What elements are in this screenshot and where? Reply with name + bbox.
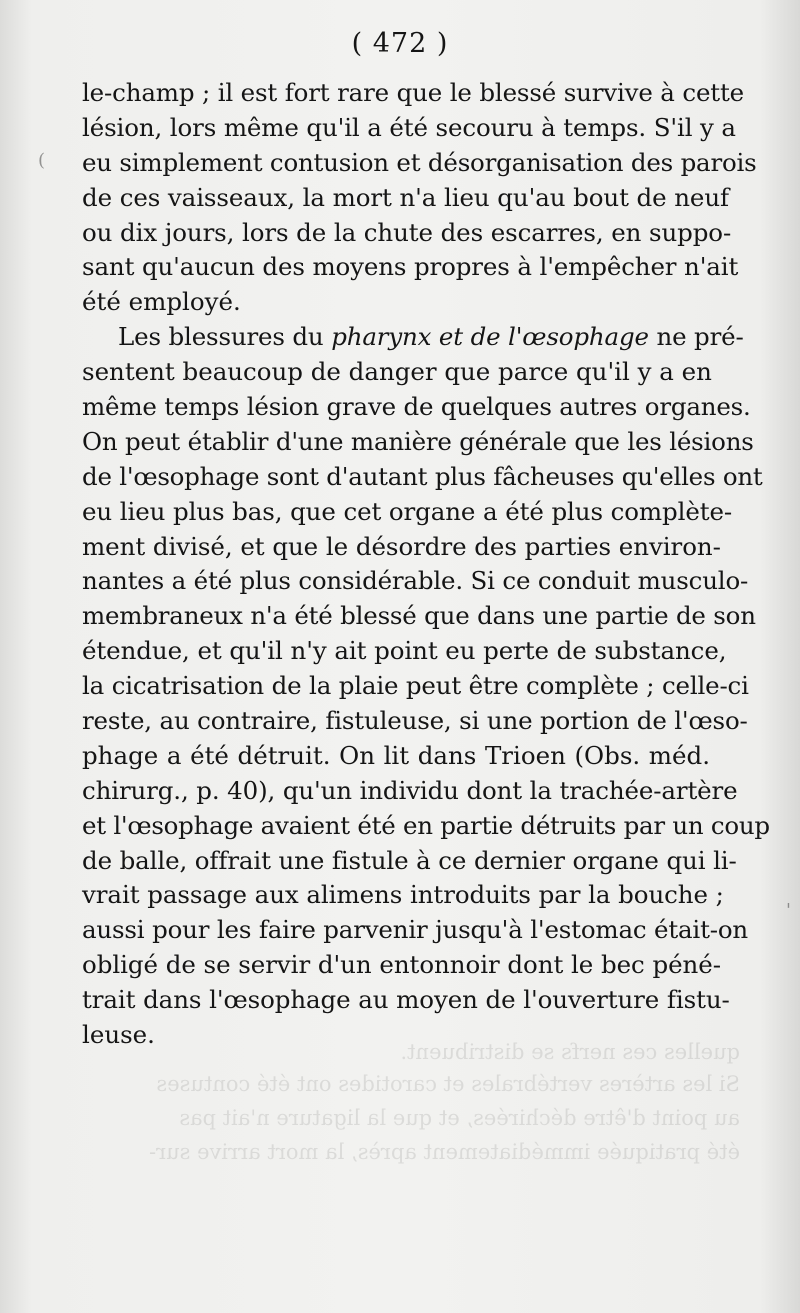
text-line: obligé de se servir d'un entonnoir dont le bec péné- — [82, 950, 721, 980]
margin-mark: ( — [38, 150, 46, 171]
text-line: de ces vaisseaux, la mort n'a lieu qu'au bout de neuf — [82, 182, 730, 212]
text-line: de l'œsophage sont d'autant plus fâcheuses qu'elles ont — [82, 461, 763, 491]
text-line: chirurg., p. 40), qu'un individu dont la trachée-artère — [82, 775, 738, 805]
text-line: ment divisé, et que le désordre des parties environ- — [82, 531, 721, 561]
text-line: aussi pour les faire parvenir jusqu'à l'estomac était-on — [82, 915, 749, 945]
text-line: le-champ ; il est fort rare que le blessé survive à cette — [82, 78, 744, 107]
text-line — [82, 320, 744, 355]
text-segment: ne pré- — [648, 322, 744, 352]
show-through-line: Si les artères vertébrales et carotides ont été contuses — [156, 1072, 740, 1096]
text-line: trait dans l'œsophage au moyen de l'ouverture fistu- — [82, 985, 730, 1015]
text-line: la cicatrisation de la plaie peut être complète ; celle-ci — [82, 671, 749, 701]
text-line: eu lieu plus bas, que cet organe a été plus complète- — [82, 496, 733, 526]
text-line: et l'œsophage avaient été en partie détruits par un coup — [82, 810, 770, 840]
show-through-line: au point d'être déchirées, et que la ligature n'ait pas — [179, 1106, 740, 1130]
text-line: même temps lésion grave de quelques autres organes. — [82, 392, 751, 422]
text-line: reste, au contraire, fistuleuse, si une portion de l'œso- — [82, 706, 748, 736]
page-number: ( 472 ) — [351, 28, 449, 59]
margin-mark: ' — [786, 900, 791, 921]
text-line: ou dix jours, lors de la chute des escarres, en suppo- — [82, 217, 732, 247]
text-line: vrait passage aux alimens introduits par la bouche ; — [82, 880, 724, 910]
text-segment: Les blessures du — [118, 322, 332, 352]
text-line: eu simplement contusion et désorganisation des parois — [82, 147, 757, 177]
text-line: On peut établir d'une manière générale que les lésions — [82, 426, 754, 456]
text-line: nantes a été plus considérable. Si ce conduit musculo- — [82, 566, 749, 596]
text-line: été employé. — [82, 287, 241, 317]
text-line: membraneux n'a été blessé que dans une partie de son — [82, 601, 756, 631]
text-line: étendue, et qu'il n'y ait point eu perte de substance, — [82, 636, 727, 666]
text-line: lésion, lors même qu'il a été secouru à temps. S'il y a — [82, 112, 736, 142]
text-line: leuse. — [82, 1020, 155, 1050]
text-line: sentent beaucoup de danger que parce qu'il y a en — [82, 357, 712, 387]
italic-term: pharynx et de l'œsophage — [331, 322, 649, 352]
show-through-line: été pratiquée immédiatement après, la mort arrive sur- — [148, 1140, 740, 1164]
show-through-line: quelles ces nerfs se distribuent. — [400, 1040, 740, 1064]
text-line: phage a été détruit. On lit dans Trioen (Obs. méd. — [82, 740, 710, 770]
text-line: sant qu'aucun des moyens propres à l'empêcher n'ait — [82, 252, 739, 282]
text-line: de balle, offrait une fistule à ce dernier organe qui li- — [82, 845, 737, 875]
